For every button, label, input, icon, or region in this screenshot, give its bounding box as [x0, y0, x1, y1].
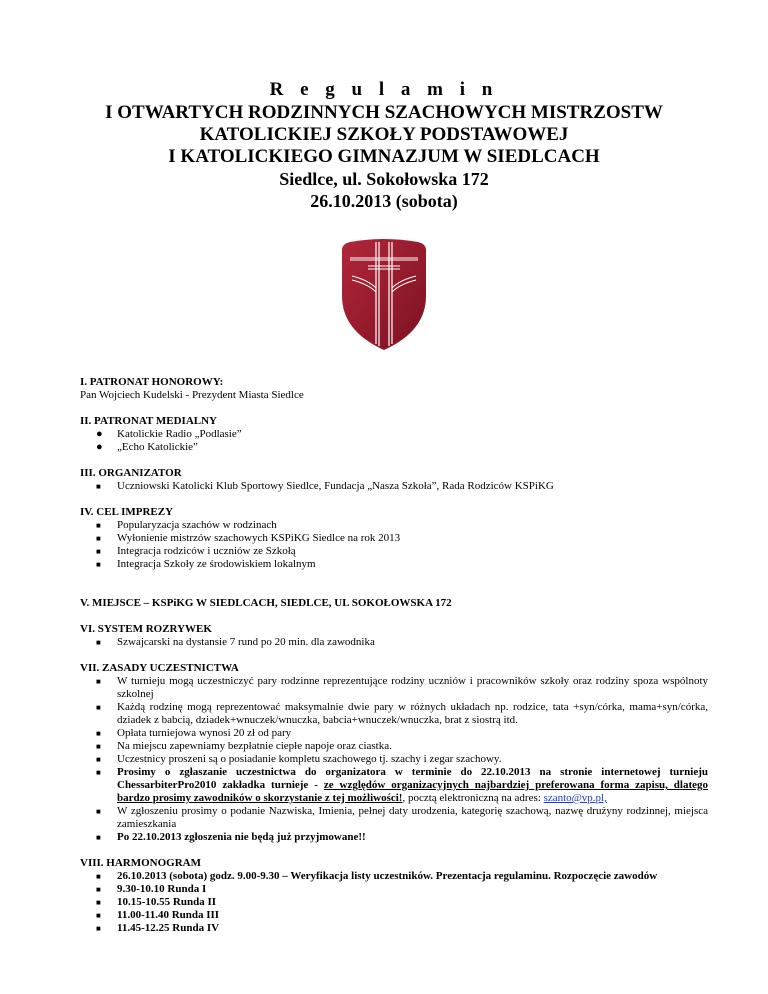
section-patronat-honorowy — [80, 376, 708, 402]
list-item: ■ Popularyzacja szachów w rodzinach — [96, 519, 277, 531]
bullet-dot-icon: ● — [96, 441, 103, 453]
section-miejsce — [80, 597, 708, 610]
list-item: ■ W turnieju mogą uczestniczyć pary rodzinne reprezentujące rodziny uczniów i pracowników szkoły oraz rodziny spoza wspólnoty szkolnej — [96, 675, 708, 700]
list-item: ■ Szwajcarski na dystansie 7 rund po 20 min. dla zawodnika — [96, 636, 375, 648]
section-title: I. PATRONAT HONOROWY: — [80, 376, 224, 388]
list-item: ■ Uczniowski Katolicki Klub Sportowy Siedlce, Fundacja „Nasza Szkoła”, Rada Rodziców KSPiKG — [96, 480, 554, 492]
section-system-rozgrywek — [80, 623, 708, 649]
registration-rest-text: , pocztą elektroniczną na adres: — [402, 792, 544, 804]
bullet-square-icon: ■ — [96, 768, 101, 777]
list-item: ■ Uczestnicy proszeni są o posiadanie kompletu szachowego tj. szachy i zegar szachowy. — [96, 753, 502, 765]
list-item: ■ 11.00-11.40 Runda III — [96, 909, 220, 921]
bullet-square-icon: ■ — [96, 677, 101, 686]
bullet-square-icon: ■ — [96, 742, 101, 751]
list-item: ■ Integracja Szkoły ze środowiskiem lokalnym — [96, 558, 316, 570]
list-item — [80, 766, 708, 805]
section-title: III. ORGANIZATOR — [80, 467, 182, 479]
section-title: VIII. HARMONOGRAM — [80, 857, 201, 869]
list-item: ● Katolickie Radio „Podlasie” — [96, 428, 242, 440]
section-title: II. PATRONAT MEDIALNY — [80, 415, 218, 427]
bullet-square-icon: ■ — [96, 898, 101, 907]
list-item: ■ Każdą rodzinę mogą reprezentować maksymalnie dwie pary w różnych układach np. rodzice, tata +syn/córka, mama+syn/córka, dziadek z babcią, dziadek+wnuczek/wnuczka, babcia+wnuczek/wnuczka, brat z siostrą itd. — [96, 701, 708, 726]
bullet-square-icon: ■ — [96, 924, 101, 933]
title-line-1: I OTWARTYCH RODZINNYCH SZACHOWYCH MISTRZOSTW — [105, 102, 663, 123]
regulamin-title: R e g u l a m i n — [269, 79, 499, 100]
email-link[interactable]: szanto@vp.pl, — [543, 792, 607, 804]
list-item: ■ 9.30-10.10 Runda I — [96, 883, 207, 895]
list-item: ● „Echo Katolickie” — [96, 441, 198, 453]
document-body — [80, 376, 708, 948]
school-shield-crest-icon — [338, 236, 430, 352]
registration-underlined-text: ze względów organizacyjnych najbardziej preferowana forma zapisu, dlatego bardzo prosimy zawodników o skorzystanie z tej możliwości! — [117, 779, 708, 804]
list-item: ■ Na miejscu zapewniamy bezpłatnie ciepłe napoje oraz ciastka. — [96, 740, 392, 752]
bullet-square-icon: ■ — [96, 911, 101, 920]
bullet-dot-icon: ● — [96, 428, 103, 440]
list-item: ■ Opłata turniejowa wynosi 20 zł od pary — [96, 727, 292, 739]
section-organizator — [80, 467, 708, 493]
bullet-square-icon: ■ — [96, 872, 101, 881]
bullet-square-icon: ■ — [96, 755, 101, 764]
bullet-square-icon: ■ — [96, 807, 101, 816]
section-title: IV. CEL IMPREZY — [80, 506, 174, 518]
section-title: V. MIEJSCE – KSPiKG W SIEDLCACH, SIEDLCE, UL SOKOŁOWSKA 172 — [80, 597, 452, 609]
section-title: VII. ZASADY UCZESTNICTWA — [80, 662, 239, 674]
bullet-square-icon: ■ — [96, 482, 101, 491]
bullet-square-icon: ■ — [96, 534, 101, 543]
section-title: VI. SYSTEM ROZRYWEK — [80, 623, 212, 635]
list-item: ■ 10.15-10.55 Runda II — [96, 896, 217, 908]
section-harmonogram — [80, 857, 708, 935]
list-item: ■ Po 22.10.2013 zgłoszenia nie będą już przyjmowane!! — [96, 831, 366, 843]
list-item: ■ 26.10.2013 (sobota) godz. 9.00-9.30 – Weryfikacja listy uczestników. Prezentacja regulaminu. Rozpoczęcie zawodów — [96, 870, 658, 882]
section-zasady-uczestnictwa — [80, 662, 708, 844]
list-item: ■ Wyłonienie mistrzów szachowych KSPiKG Siedlce na rok 2013 — [96, 532, 401, 544]
bullet-square-icon: ■ — [96, 638, 101, 647]
bullet-square-icon: ■ — [96, 521, 101, 530]
document-header — [0, 78, 768, 212]
title-address: Siedlce, ul. Sokołowska 172 — [279, 169, 489, 189]
registration-bold-text: Prosimy o zgłaszanie uczestnictwa do organizatora w terminie do 22.10.2013 na stronie internetowej turnieju ChessarbiterPro2010 zakładka turnieje - — [117, 766, 708, 791]
section-text: Pan Wojciech Kudelski - Prezydent Miasta Siedlce — [80, 389, 304, 401]
list-item: ■ Integracja rodziców i uczniów ze Szkołą — [96, 545, 296, 557]
bullet-square-icon: ■ — [96, 833, 101, 842]
list-item: ■ W zgłoszeniu prosimy o podanie Nazwiska, Imienia, pełnej daty urodzenia, kategorię szachową, nazwę drużyny rodzinnej, miejsca zamieszkania — [96, 805, 708, 830]
list-item: ■ 11.45-12.25 Runda IV — [96, 922, 220, 934]
title-line-2: KATOLICKIEJ SZKOŁY PODSTAWOWEJ — [199, 124, 569, 145]
bullet-square-icon: ■ — [96, 560, 101, 569]
bullet-square-icon: ■ — [96, 729, 101, 738]
title-date: 26.10.2013 (sobota) — [310, 191, 458, 211]
title-line-3: I KATOLICKIEGO GIMNAZJUM W SIEDLCACH — [168, 146, 600, 167]
bullet-square-icon: ■ — [96, 703, 101, 712]
section-cel-imprezy — [80, 506, 708, 571]
bullet-square-icon: ■ — [96, 547, 101, 556]
section-patronat-medialny — [80, 415, 708, 454]
bullet-square-icon: ■ — [96, 885, 101, 894]
